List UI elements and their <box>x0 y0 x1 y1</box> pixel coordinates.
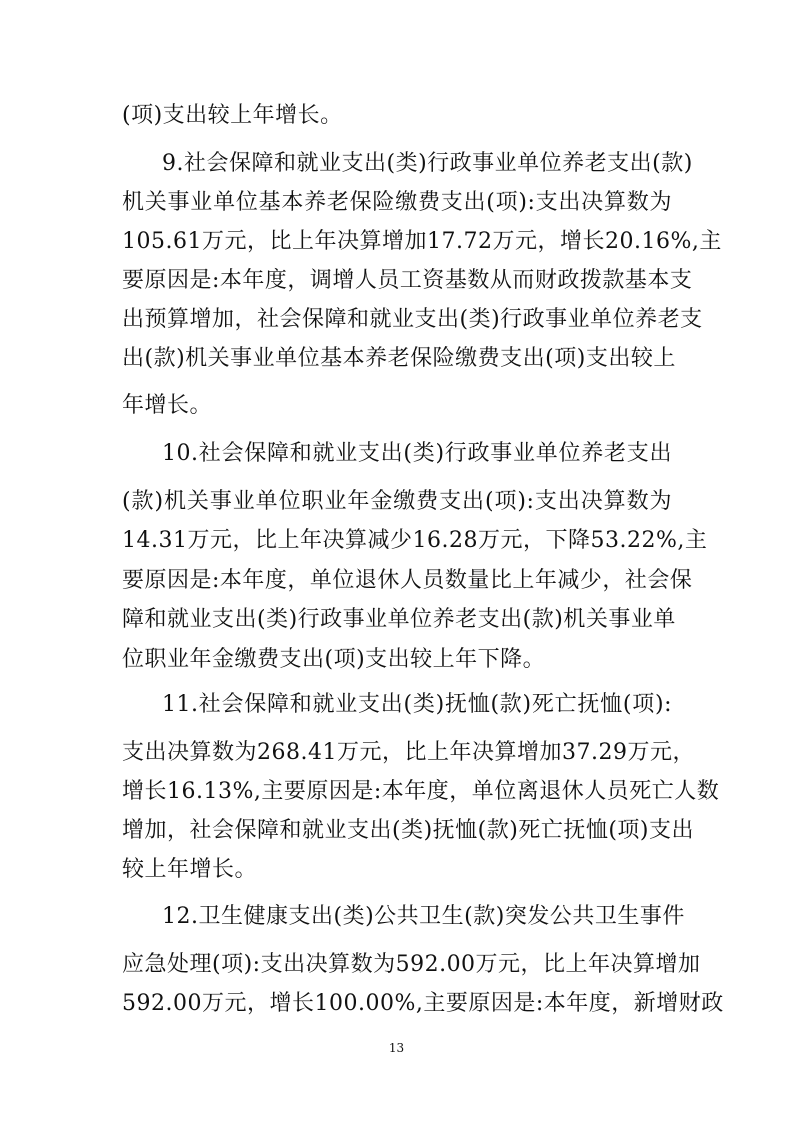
paragraph-10-line-6: 位职业年金缴费支出(项)支出较上年下降。 <box>122 647 546 672</box>
paragraph-9-line-7: 年增长。 <box>122 393 213 418</box>
paragraph-11-line-3: 增长16.13%,主要原因是:本年度，单位离退休人员死亡人数 <box>122 779 720 804</box>
paragraph-10-line-2: (款)机关事业单位职业年金缴费支出(项):支出决算数为 <box>122 489 672 514</box>
paragraph-11-line-1: 11.社会保障和就业支出(类)抚恤(款)死亡抚恤(项): <box>162 692 672 717</box>
paragraph-12-line-1: 12.卫生健康支出(类)公共卫生(款)突发公共卫生事件 <box>162 904 685 929</box>
paragraph-12-line-3: 592.00万元，增长100.00%,主要原因是:本年度，新增财政 <box>122 991 724 1016</box>
paragraph-11-line-4: 增加，社会保障和就业支出(类)抚恤(款)死亡抚恤(项)支出 <box>122 818 694 843</box>
paragraph-8-tail: (项)支出较上年增长。 <box>122 103 343 128</box>
paragraph-9-line-5: 出预算增加，社会保障和就业支出(类)行政事业单位养老支 <box>122 307 703 332</box>
paragraph-11-line-2: 支出决算数为268.41万元，比上年决算增加37.29万元， <box>122 740 695 765</box>
paragraph-12-line-2: 应急处理(项):支出决算数为592.00万元，比上年决算增加 <box>122 952 701 977</box>
paragraph-9-line-1: 9.社会保障和就业支出(类)行政事业单位养老支出(款) <box>162 151 693 176</box>
paragraph-9-line-2: 机关事业单位基本养老保险缴费支出(项):支出决算数为 <box>122 190 672 215</box>
paragraph-10-line-4: 要原因是:本年度，单位退休人员数量比上年减少，社会保 <box>122 568 693 593</box>
paragraph-11-line-5: 较上年增长。 <box>122 857 258 882</box>
paragraph-9-line-4: 要原因是:本年度，调增人员工资基数从而财政拨款基本支 <box>122 268 693 293</box>
page-number: 13 <box>388 1041 405 1055</box>
paragraph-10-line-1: 10.社会保障和就业支出(类)行政事业单位养老支出 <box>162 441 672 466</box>
paragraph-9-line-6: 出(款)机关事业单位基本养老保险缴费支出(项)支出较上 <box>122 346 676 371</box>
paragraph-10-line-3: 14.31万元，比上年决算减少16.28万元，下降53.22%,主 <box>122 528 708 553</box>
paragraph-10-line-5: 障和就业支出(类)行政事业单位养老支出(款)机关事业单 <box>122 607 676 632</box>
paragraph-9-line-3: 105.61万元，比上年决算增加17.72万元，增长20.16%,主 <box>122 229 722 254</box>
